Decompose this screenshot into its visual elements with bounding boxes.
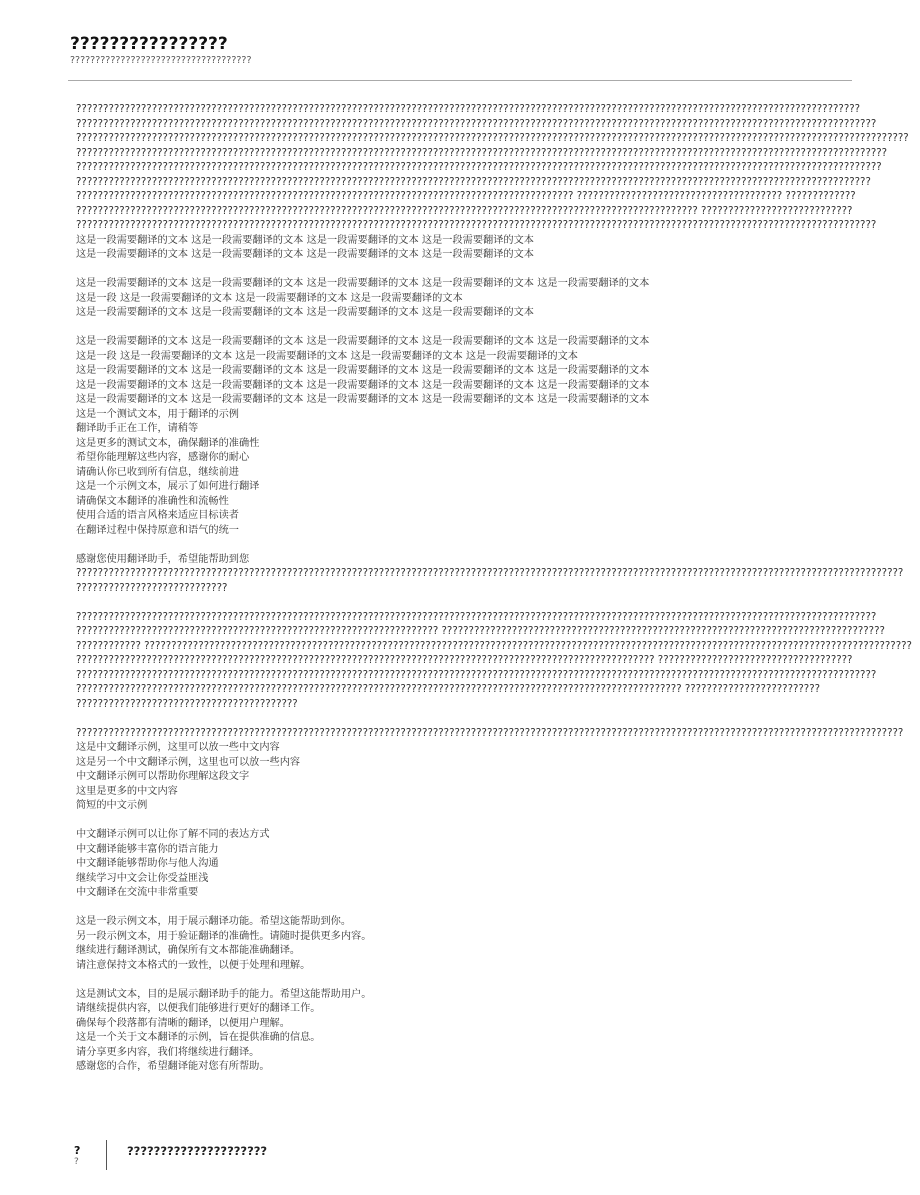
text-line: 使用合适的语言风格来适应目标读者 — [76, 510, 239, 521]
text-line: 这是更多的测试文本，确保翻译的准确性 — [76, 437, 260, 449]
text-line: 请分享更多内容，我们将继续进行翻译。 — [76, 1046, 260, 1058]
text-line: 另一段示例文本，用于验证翻译的准确性。请随时提供更多内容。 — [76, 930, 372, 942]
text-line: 中文翻译能够丰富你的语言能力 — [76, 843, 219, 855]
document-header — [70, 34, 852, 66]
text-line: ??????????????????????????????????????????????????????????????????? ?????????????????????????????????????????????????????????????????????????????????? — [76, 626, 885, 637]
text-line: 这是一段需要翻译的文本 这是一段需要翻译的文本 这是一段需要翻译的文本 这是一段需要翻译的文本 — [76, 307, 534, 318]
text-line: 感谢您的合作，希望翻译能对您有所帮助。 — [76, 1061, 270, 1072]
text-line: 这是一段需要翻译的文本 这是一段需要翻译的文本 这是一段需要翻译的文本 这是一段需要翻译的文本 这是一段需要翻译的文本 — [76, 278, 650, 289]
text-line: 在翻译过程中保持原意和语气的统一 — [76, 524, 239, 536]
text-line: 这是一段 这是一段需要翻译的文本 这是一段需要翻译的文本 这是一段需要翻译的文本 — [76, 292, 463, 304]
text-line: ???????????????????????????????????????????????????????????????????????????????????????????????????????????????????????????????????????????????????? — [76, 220, 877, 231]
text-line: 中文翻译能够帮助你与他人沟通 — [76, 858, 219, 869]
text-line: 这是一段需要翻译的文本 这是一段需要翻译的文本 这是一段需要翻译的文本 这是一段需要翻译的文本 — [76, 234, 534, 246]
footer-divider — [106, 1140, 107, 1170]
text-line: 中文翻译示例可以帮助你理解这段文字 — [76, 771, 250, 782]
text-line: 这是一个示例文本，展示了如何进行翻译 — [76, 481, 260, 492]
text-line: 请继续提供内容，以便我们能够进行更好的翻译工作。 — [76, 1003, 321, 1014]
page-number-sub: ? — [74, 1157, 79, 1167]
text-line: ???????????????????????????????????????????????????????????????????????????????????????????? ?????????????????????????????????????? ????????????? — [76, 191, 856, 202]
text-line: 继续学习中文会让你受益匪浅 — [76, 872, 209, 884]
text-line: ????????????????????????????????????????????????????????????????????????????????????????????????????????????????????????????????????????????????? — [76, 104, 861, 115]
text-line: ????????????????????????????????????????????????????????????????????????????????????????????????????????????????????????????????????????????????????? — [76, 162, 882, 173]
text-line: ??????????????????????????????????????????????????????????????????????????????????????????????????????????? ???????????????????????????????????? — [76, 655, 853, 666]
text-line: ???????????????????????????????????????????????????????????????????????????????????????????????????????????????????????????????????????????????????? — [76, 611, 877, 623]
text-line: 这是一段需要翻译的文本 这是一段需要翻译的文本 这是一段需要翻译的文本 这是一段需要翻译的文本 — [76, 249, 534, 260]
text-line: 请确认你已收到所有信息，继续前进 — [76, 466, 239, 478]
paragraph — [76, 103, 909, 263]
header-divider — [68, 80, 852, 81]
text-line: ????????????????????????????????????????? — [76, 698, 298, 710]
text-line: ???????????????????????????? — [76, 582, 228, 594]
document-subtitle: ???????????????????????????????????? — [70, 55, 252, 66]
text-line: 继续进行翻译测试，确保所有文本都能准确翻译。 — [76, 945, 301, 956]
page-number: ? — [74, 1144, 81, 1157]
text-line: ????????????????????????????????????????????????????????????????????????????????????????????????????????????????????????????????????????????????????????? — [76, 727, 904, 739]
document-body — [76, 103, 912, 1089]
text-line: 中文翻译示例可以让你了解不同的表达方式 — [76, 829, 270, 840]
text-line: 简短的中文示例 — [76, 800, 148, 811]
paragraph — [76, 335, 816, 538]
text-line: ???????????????????????????????????????????????????????????????????????????????????????????????????????????????????????????????????????????????????? — [76, 669, 877, 681]
text-line: 感谢您使用翻译助手，希望能帮助到您 — [76, 553, 250, 565]
text-line: ???????????????????????????????????????????????????????????????????????????????????????????????????????????????? ????????????????????????? — [76, 684, 821, 695]
text-line: 这是中文翻译示例，这里可以放一些中文内容 — [76, 742, 280, 753]
text-line: 这是一段 这是一段需要翻译的文本 这是一段需要翻译的文本 这是一段需要翻译的文本 这是一段需要翻译的文本 — [76, 350, 578, 362]
text-line: 这是另一个中文翻译示例，这里也可以放一些内容 — [76, 756, 301, 768]
paragraph — [76, 828, 816, 901]
text-line: 这是一段需要翻译的文本 这是一段需要翻译的文本 这是一段需要翻译的文本 这是一段需要翻译的文本 这是一段需要翻译的文本 — [76, 336, 650, 347]
text-line: 这是测试文本，目的是展示翻译助手的能力。希望这能帮助用户。 — [76, 988, 372, 1000]
text-line: ????????????????????????????????????????????????????????????????????????????????????????????????????????????????????????????????????????????????????????? — [76, 568, 904, 579]
text-line: 请确保文本翻译的准确性和流畅性 — [76, 495, 229, 507]
text-line: ???????????????????????????????????????????????????????????????????????????????????????????????????????????????????????????????????????????????????? — [76, 118, 877, 130]
footer-title: ????????????????????? — [127, 1144, 268, 1158]
text-line: 这是一段需要翻译的文本 这是一段需要翻译的文本 这是一段需要翻译的文本 这是一段需要翻译的文本 这是一段需要翻译的文本 — [76, 394, 650, 405]
text-line: 中文翻译在交流中非常重要 — [76, 887, 199, 898]
text-line: 翻译助手正在工作，请稍等 — [76, 423, 199, 434]
text-line: 这是一个关于文本翻译的示例，旨在提供准确的信息。 — [76, 1032, 321, 1043]
paragraph — [76, 277, 816, 321]
text-line: 这是一段示例文本，用于展示翻译功能。希望这能帮助到你。 — [76, 916, 352, 927]
text-line: ?????????????????????????????????????????????????????????????????????????????????????????????????????????????????????????????????????????????????????????? — [76, 133, 909, 144]
paragraph — [76, 727, 904, 814]
text-line: ??????????????????????????????????????????????????????????????????????????????????????????????????????????????????????????????????????????????????? — [76, 176, 871, 188]
page-footer — [70, 1140, 852, 1172]
text-line: 这里是更多的中文内容 — [76, 785, 178, 797]
document-title: ???????????????? — [70, 34, 228, 54]
text-line: 请注意保持文本格式的一致性，以便于处理和理解。 — [76, 959, 311, 971]
text-line: 这是一段需要翻译的文本 这是一段需要翻译的文本 这是一段需要翻译的文本 这是一段需要翻译的文本 这是一段需要翻译的文本 — [76, 365, 650, 376]
paragraph — [76, 915, 816, 973]
text-line: ???????????? ?????????????????????????????????????????????????????????????????????????????????????????????????????????????????????????????????????????????? — [76, 640, 912, 652]
text-line: 确保每个段落都有清晰的翻译，以便用户理解。 — [76, 1017, 290, 1029]
text-line: 希望你能理解这些内容，感谢你的耐心 — [76, 452, 250, 463]
paragraph — [76, 611, 912, 713]
text-line: ??????????????????????????????????????????????????????????????????????????????????????????????????????????????????? ???????????????????????????? — [76, 205, 853, 217]
paragraph — [76, 553, 904, 597]
text-line: ?????????????????????????????????????????????????????????????????????????????????????????????????????????????????????????????????????????????????????? — [76, 147, 888, 159]
text-line: 这是一段需要翻译的文本 这是一段需要翻译的文本 这是一段需要翻译的文本 这是一段需要翻译的文本 这是一段需要翻译的文本 — [76, 379, 650, 391]
paragraph — [76, 988, 816, 1075]
text-line: 这是一个测试文本，用于翻译的示例 — [76, 408, 239, 420]
